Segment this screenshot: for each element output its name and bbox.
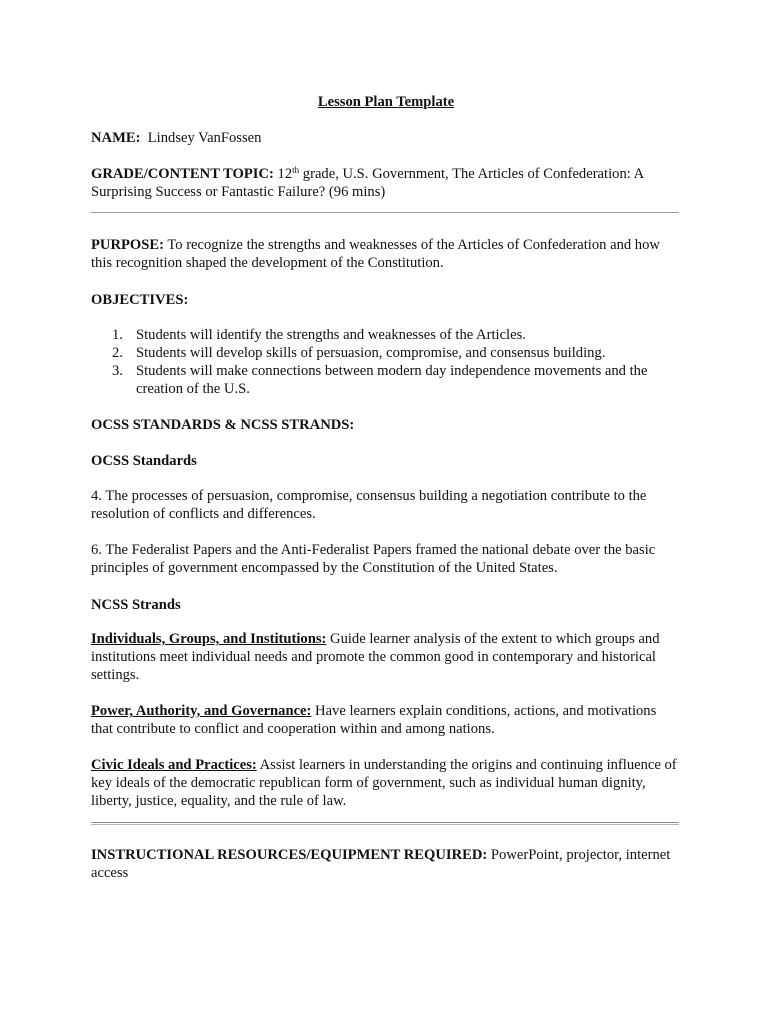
strand-title: Civic Ideals and Practices: <box>91 757 257 773</box>
ncss-strand <box>91 756 681 810</box>
strand-text: Have learners explain conditions, actions, and motivations that contribute to conflict and cooperation within and among nations. <box>91 703 657 737</box>
resources-paragraph <box>91 846 681 882</box>
strand-text: Assist learners in understanding the origins and continuing influence of key ideals of the democratic republican form of government, such as individual human dignity, liberty, justice, equality, and the rule of law. <box>91 757 677 809</box>
name-label: NAME: <box>91 130 141 146</box>
resources-label: INSTRUCTIONAL RESOURCES/EQUIPMENT REQUIRED: <box>91 847 488 863</box>
objective-item <box>91 326 681 344</box>
grade-number: 12 <box>277 166 293 182</box>
ocss-standard-4: 4. The processes of persuasion, compromise, consensus building a negotiation contribute to the resolution of conflicts and differences. <box>91 488 647 522</box>
section-divider <box>91 822 679 825</box>
grade-suffix: th <box>292 165 300 175</box>
objective-text: Students will identify the strengths and weaknesses of the Articles. <box>136 327 526 343</box>
strand-title: Individuals, Groups, and Institutions: <box>91 631 327 647</box>
standards-heading: OCSS STANDARDS & NCSS STRANDS: <box>91 417 355 433</box>
grade-topic-label: GRADE/CONTENT TOPIC: <box>91 166 274 182</box>
ocss-standard-6: 6. The Federalist Papers and the Anti-Federalist Papers framed the national debate over the basic principles of government encompassed by the Constitution of the United States. <box>91 542 656 576</box>
purpose-paragraph <box>91 236 681 272</box>
grade-topic-text: grade, U.S. Government, The Articles of Confederation: A Surprising Success or Fantastic Failure? (96 mins) <box>91 166 644 200</box>
grade-topic-paragraph <box>91 165 681 201</box>
ocss-heading: OCSS Standards <box>91 453 197 469</box>
strand-text: Guide learner analysis of the extent to which groups and institutions meet individual needs and promote the common good in contemporary and historical settings. <box>91 631 660 683</box>
document-title: Lesson Plan Template <box>317 94 455 110</box>
purpose-text: To recognize the strengths and weaknesses of the Articles of Confederation and how this recognition shaped the development of the Constitution. <box>91 237 660 271</box>
ncss-heading: NCSS Strands <box>91 597 181 613</box>
objectives-heading: OBJECTIVES: <box>91 292 189 308</box>
strand-title: Power, Authority, and Governance: <box>91 703 312 719</box>
objective-item <box>91 362 681 398</box>
objective-text: Students will make connections between modern day independence movements and the creation of the U.S. <box>136 363 648 397</box>
objective-number: 1. <box>112 327 123 343</box>
purpose-label: PURPOSE: <box>91 237 164 253</box>
objective-item <box>91 344 681 362</box>
ncss-strand <box>91 702 681 738</box>
objective-number: 2. <box>112 345 123 361</box>
name-line <box>91 129 681 147</box>
resources-text: PowerPoint, projector, internet access <box>91 847 671 881</box>
name-value: Lindsey VanFossen <box>147 130 262 146</box>
objectives-list <box>91 326 681 398</box>
ncss-strand <box>91 630 681 684</box>
objective-text: Students will develop skills of persuasion, compromise, and consensus building. <box>136 345 606 361</box>
objective-number: 3. <box>112 363 123 379</box>
section-divider <box>91 212 679 213</box>
